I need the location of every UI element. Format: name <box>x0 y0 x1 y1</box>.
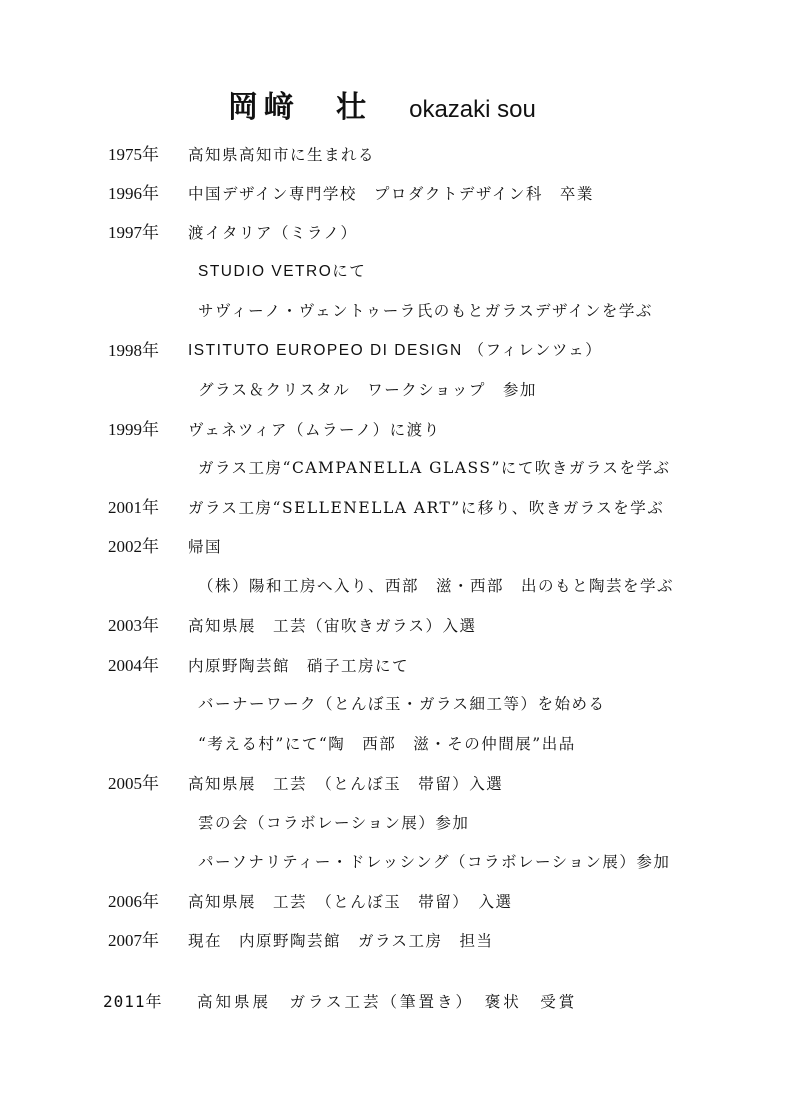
entry-text: STUDIO VETROにて <box>198 263 367 280</box>
entry-year: 2004年 <box>108 656 159 675</box>
entry-text: 現在 内原野陶芸館 ガラス工房 担当 <box>188 932 494 950</box>
entry-text: ガラス工房“SELLENELLA ART”に移り、吹きガラスを学ぶ <box>188 499 665 517</box>
entry-year: 2002年 <box>108 537 159 556</box>
entry-text: 雲の会（コラボレーション展）参加 <box>198 814 470 832</box>
entry-year: 2006年 <box>108 892 159 911</box>
entry-text: バーナーワーク（とんぼ玉・ガラス細工等）を始める <box>198 695 606 713</box>
entry-text: 高知県展 工芸（宙吹きガラス）入選 <box>188 617 477 635</box>
entry-year: 2001年 <box>108 498 159 517</box>
entry-text: 高知県展 工芸 （とんぼ玉 帯留）入選 <box>188 775 504 793</box>
entry-year: 1996年 <box>108 184 159 203</box>
entry-text: 高知県展 ガラス工芸（筆置き） 褒状 受賞 <box>197 993 578 1011</box>
entry-text: サヴィーノ・ヴェントゥーラ氏のもとガラスデザインを学ぶ <box>198 302 653 320</box>
entry-text: 内原野陶芸館 硝子工房にて <box>188 657 410 675</box>
entry-year: 1999年 <box>108 420 159 439</box>
entry-year: 2003年 <box>108 616 159 635</box>
entry-year: 1975年 <box>108 145 159 164</box>
entry-text: 渡イタリア（ミラノ） <box>188 224 358 242</box>
entry-text: ガラス工房“CAMPANELLA GLASS”にて吹きガラスを学ぶ <box>198 459 671 477</box>
page-title <box>228 82 536 126</box>
entry-text: （株）陽和工房へ入り、西部 滋・西部 出のもと陶芸を学ぶ <box>198 577 675 595</box>
name-japanese: 岡﨑 壮 <box>228 90 372 125</box>
entry-text: パーソナリティー・ドレッシング（コラボレーション展）参加 <box>198 853 671 871</box>
entry-year: 2011年 <box>103 992 163 1011</box>
entry-text: 高知県展 工芸 （とんぼ玉 帯留） 入選 <box>188 893 513 911</box>
entry-text: 帰国 <box>188 538 223 556</box>
entry-year: 1997年 <box>108 223 159 242</box>
entry-text: ヴェネツィア（ムラーノ）に渡り <box>188 421 441 439</box>
entry-text: 中国デザイン専門学校 プロダクトデザイン科 卒業 <box>188 185 594 203</box>
entry-year: 2005年 <box>108 774 159 793</box>
entry-text: ISTITUTO EUROPEO DI DESIGN （フィレンツェ） <box>188 342 603 359</box>
entry-year: 2007年 <box>108 931 159 950</box>
entry-text: 高知県高知市に生まれる <box>188 146 376 164</box>
entry-year: 1998年 <box>108 341 159 360</box>
name-romanized: okazaki sou <box>409 96 536 123</box>
entry-text: グラス＆クリスタル ワークショップ 参加 <box>198 381 537 399</box>
entry-text: “考える村”にて“陶 西部 滋・その仲間展”出品 <box>198 735 576 753</box>
